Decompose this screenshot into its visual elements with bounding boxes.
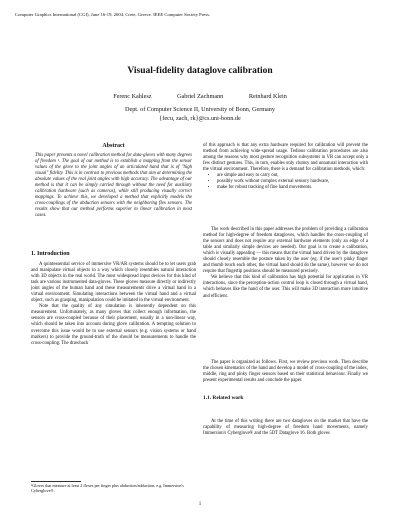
footnote: ¹Gloves that measure at least 2 flexes per finger plus abduction/adduction, e.g. Immersion's Cyberglove®.	[31, 483, 184, 494]
right-column-intro	[203, 143, 368, 191]
conference-header-note: Computer Graphics International (CGI), June 16-19, 2004, Crete, Greece. IEEE Computer Society Press.	[15, 12, 211, 17]
author-list	[0, 93, 400, 100]
list-item: • make for robust tracking of fine hand movements.	[217, 185, 368, 191]
right-column-paragraph: We believe that this kind of calibration has high potential for application in VR interactions, since the perception-action control loop is closed through a virtual hand, which behaves like the hand of the user. This will make 3D interaction more intuitive and efficient.	[203, 275, 368, 299]
right-column-paragraph: At the time of this writing there are two datagloves on the market that have the capability of measuring high-degree of freedom hand movements, namely Immersion's Cyberglove® and the 5DT Dataglove 16. Both gloves	[203, 419, 368, 437]
page-number: 1	[198, 502, 202, 507]
list-item: • are simple and easy to carry out,	[217, 173, 368, 179]
right-column-paragraph: The paper is organized as follows. First, we review previous work. Then describe the chosen kinematics of the hand and develop a model of cross-coupling of the index, middle, ring and pinky finger sensors based on their statistical behaviour. Finally we present experimental results and conclude the paper.	[203, 360, 368, 384]
affiliation: Dept. of Computer Science II, University of Bonn, Germany	[124, 106, 275, 113]
author-name: Gabriel Zachmann	[177, 93, 224, 100]
introduction-body	[31, 262, 196, 347]
author-emails: {fecu, zach, rk}@cs.uni-bonn.de	[159, 114, 241, 122]
requirements-list	[203, 173, 368, 191]
abstract-text: This paper presents a novel calibration method for data-gloves with many degrees of freedom ¹. The goal of our method is to establish a mapping from the sensor values of the glove to the joint angles of an articulated hand that is of "high visual" fidelity. This is in contrast to previous methods that aim at determining the absolute values of the real joint angles with high accuracy. The advantage of our method is that it can be simply carried through without the need for auxiliary calibration hardware (such as cameras), while still producing visually correct mappings. To achieve this, we developed a method that explicitly models the cross-couplings of the abduction sensors with the neighboring flex sensors. The results show that our method performs superior to linear calibration in most cases.	[35, 153, 192, 219]
right-column-paragraph: The work described in this paper addresses the problem of providing a calibration method for high-degree of freedom datagloves, which handles the cross-coupling of the sensors and does not require any external hardware elements (only an edge of a table and similarly simple devices are needed). Our goal is to create a calibration, which is visually appealing — this means that the virtual hand driven by the dataglove should closely resemble the posture taken by the user (eg. if the user's pinky finger and thumb touch each other, the virtual hand should do the same), however we do not require that fingertip positions should be measured precisely.	[203, 227, 368, 275]
introduction-paragraph: A quintessential service of immersive VR/AR systems should be to let users grab and manipulate virtual objects in a way which closely resembles natural interaction with 3D objects in the real world. The most widespread input devices for this kind of task are various instrumented data-gloves. These gloves measure directly or indirectly joint angles of the human hand and these measurements drive a virtual hand in a virtual environment. Simulating interactions between the virtual hand and a virtual object, such as grasping, manipulation could be imitated in the virtual environment.	[31, 262, 196, 304]
paper-title: Visual-fidelity dataglove calibration	[127, 66, 273, 76]
affiliation-block	[0, 106, 400, 123]
author-name: Reinhard Klein	[248, 93, 287, 100]
related-work-section	[203, 419, 368, 437]
list-item: • possibly work without complex external sensory hardware,	[217, 179, 368, 185]
author-name: Ferenc Kahlesz	[113, 93, 152, 100]
section-heading-introduction: 1. Introduction	[31, 251, 70, 257]
right-column-body	[203, 227, 368, 300]
right-column-paragraph: of this approach is that any extra hardware required for calibration will prevent the method from achieving wide-spread usage. Tedious calibration procedures are also among the reasons why most gesture recognition subsystems in VR can accept only a few distinct gestures. This, in turn, enables only clumsy and unnatural interaction with the virtual environment. Therefore, there is a demand for calibration methods, which:	[203, 143, 368, 173]
abstract-heading: Abstract	[102, 143, 125, 149]
introduction-paragraph: Note that the quality of any simulation is inherently dependent on this measurement. Unfortunately, as many gloves that collect enough information, the sensors are cross-coupled because of their placement, usually in a non-linear way, which should be taken into account during glove calibration. A tempting solution to overcome this issue would be to use external sensors (e.g. vision systems or hand markers) to provide the ground-truth of the should be measurements to handle the cross-coupling. The drawback	[31, 304, 196, 346]
organization-section	[203, 360, 368, 384]
subsection-heading-related-work: 1.1. Related work	[203, 395, 244, 401]
footnote-rule	[31, 481, 81, 482]
